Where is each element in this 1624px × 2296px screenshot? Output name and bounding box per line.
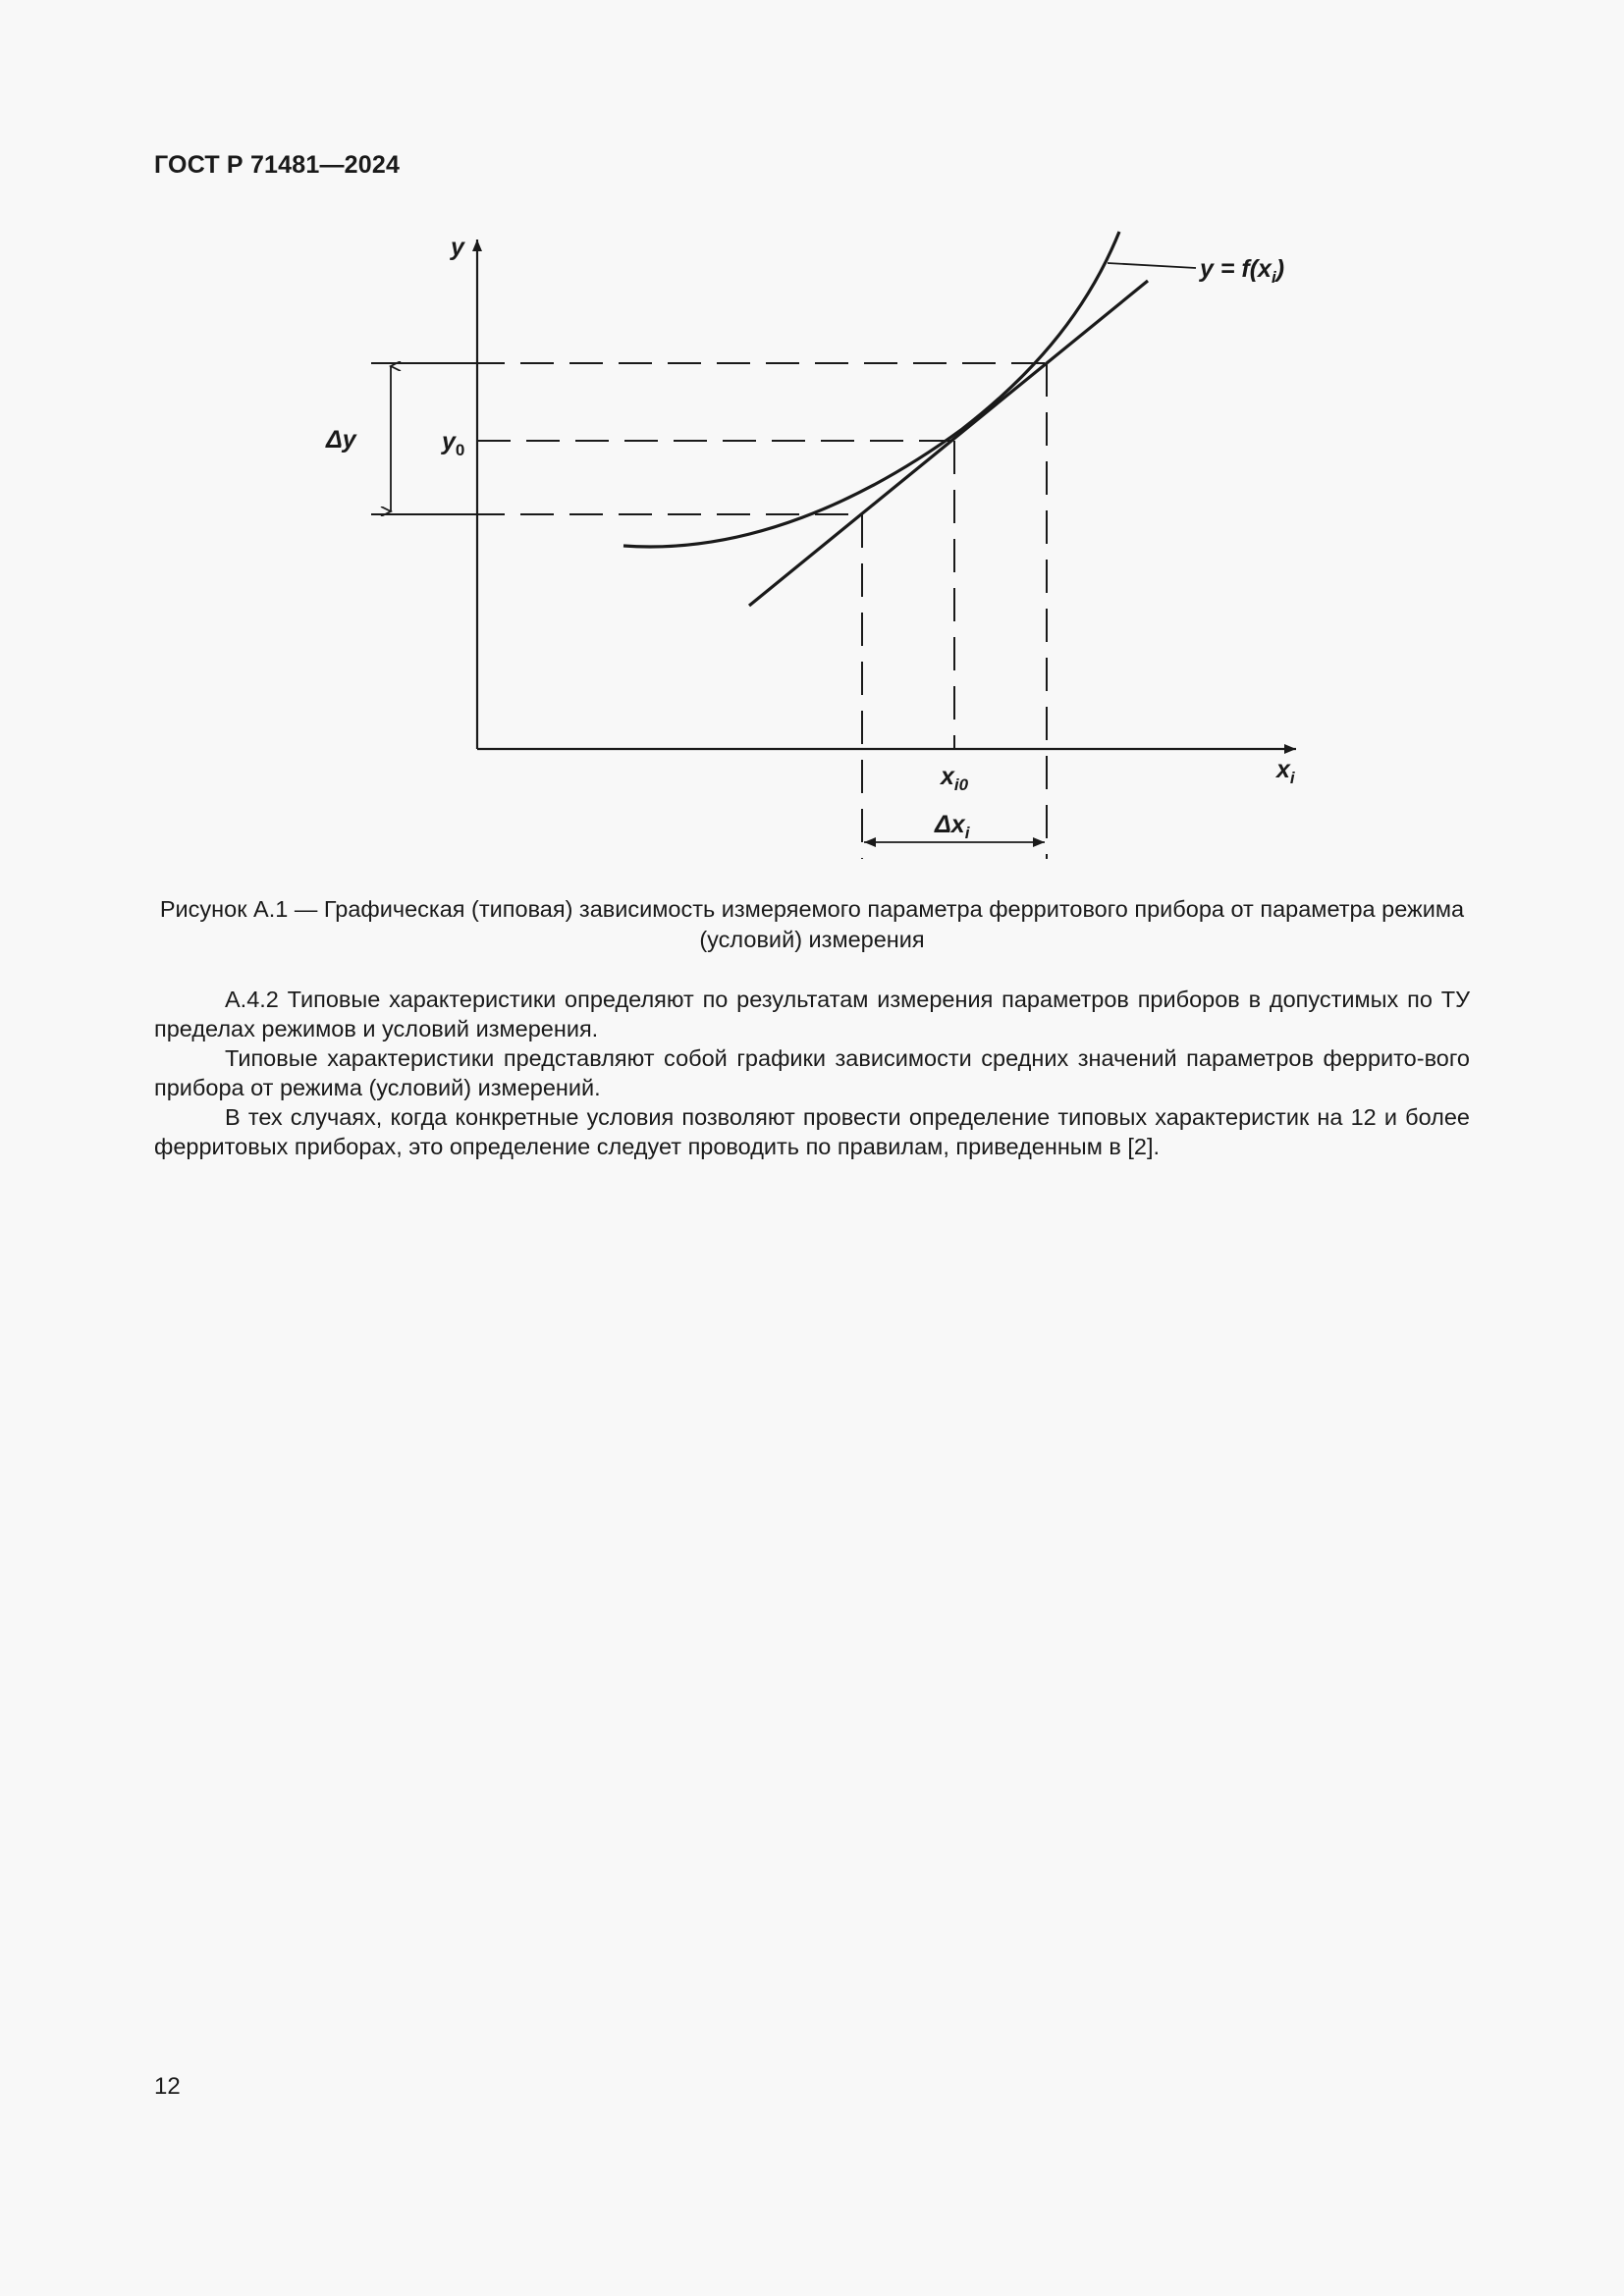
curve-label-leader (1108, 263, 1196, 268)
figure-caption: Рисунок А.1 — Графическая (типовая) зависимость измеряемого параметра ферритового прибора от параметра режима (условий) измерения (159, 896, 1465, 952)
y-axis-label: y (451, 234, 464, 261)
paragraph-a-4-2: А.4.2 Типовые характеристики определяют по результатам измерения параметров приборов в допустимых по ТУ пределах режимов и условий измерения. (154, 987, 1470, 1041)
delta-y-label: Δy (326, 426, 356, 454)
y0-label: $y_0$ (442, 428, 465, 459)
paragraph-typical-characteristics: Типовые характеристики представляют собой графики зависимости средних значений параметров феррито-вого прибора от режима (условий) измерений. (154, 1045, 1470, 1100)
xi0-label: $x_{i0}$ (941, 763, 969, 794)
tangent-line (749, 281, 1148, 606)
document-header: ГОСТ Р 71481—2024 (154, 151, 401, 179)
figure-graph (0, 0, 1624, 883)
x-axis-label: $x_i$ (1276, 756, 1295, 787)
body-text (154, 985, 1470, 1161)
page-number: 12 (154, 2073, 181, 2100)
curve-label: $y = f(x_i)$ (1200, 255, 1285, 287)
function-curve (623, 232, 1119, 547)
paragraph-special-cases: В тех случаях, когда конкретные условия позволяют провести определение типовых характеристик на 12 и более ферритовых приборах, это определение следует проводить по правилам, приведенным в [2]. (154, 1104, 1470, 1159)
delta-xi-label: $\Delta x_i$ (935, 811, 970, 842)
